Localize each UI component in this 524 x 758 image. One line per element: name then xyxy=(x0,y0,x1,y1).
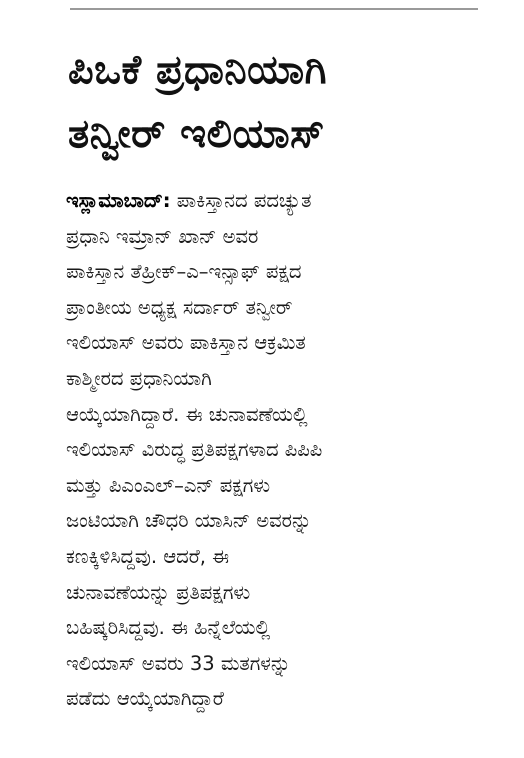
headline-line-1: ಪಿಒಕೆ ಪ್ರಧಾನಿಯಾಗಿ xyxy=(68,47,327,93)
article-body xyxy=(66,183,514,717)
article-line: ಚುನಾವಣೆಯನ್ನು ಪ್ರತಿಪಕ್ಷಗಳು xyxy=(66,580,251,604)
article-line: ಪ್ರಾಂತೀಯ ಅಧ್ಯಕ್ಷ ಸರ್ದಾರ್ ತನ್ವೀರ್ xyxy=(66,295,293,319)
article-line-text: ಪಾಕಿಸ್ತಾನದ ಪದಚ್ಯುತ xyxy=(170,189,312,212)
article-line: ಜಂಟಿಯಾಗಿ ಚೌಧರಿ ಯಾಸಿನ್ ಅವರನ್ನು xyxy=(66,509,312,533)
article-line: ಪ್ರಧಾನಿ ಇಮ್ರಾನ್ ಖಾನ್ ಅವರ xyxy=(66,224,259,248)
article-line xyxy=(66,183,514,219)
article-line: ಪಾಕಿಸ್ತಾನ ತೆಹ್ರೀಕ್–ಎ–ಇನ್ಸಾಫ್ ಪಕ್ಷದ xyxy=(66,260,302,284)
article-line: ಮತ್ತು ಪಿಎಂಎಲ್–ಎನ್ ಪಕ್ಷಗಳು xyxy=(66,473,271,497)
article-line: ಪಡೆದು ಆಯ್ಕೆಯಾಗಿದ್ದಾರೆ xyxy=(66,687,224,711)
article-dateline: ಇಸ್ಲಾಮಾಬಾದ್: xyxy=(66,189,171,212)
article-line: ಕಾಶ್ಮೀರದ ಪ್ರಧಾನಿಯಾಗಿ xyxy=(66,366,212,390)
article-line: ಇಲಿಯಾಸ್ ಅವರು 33 ಮತಗಳನ್ನು xyxy=(66,651,291,675)
article-line: ಕಣಕ್ಕಿಳಿಸಿದ್ದವು. ಆದರೆ, ಈ xyxy=(66,544,230,568)
article-headline xyxy=(68,38,508,166)
article-line: ಇಲಿಯಾಸ್ ಅವರು ಪಾಕಿಸ್ತಾನ ಆಕ್ರಮಿತ xyxy=(66,331,306,355)
top-rule-divider xyxy=(70,0,478,10)
article-line: ಆಯ್ಕೆಯಾಗಿದ್ದಾರೆ. ಈ ಚುನಾವಣೆಯಲ್ಲಿ xyxy=(66,402,308,426)
headline-line-2: ತನ್ವೀರ್ ಇಲಿಯಾಸ್ xyxy=(68,111,325,157)
article-line: ಬಹಿಷ್ಕರಿಸಿದ್ದವು. ಈ ಹಿನ್ನೆಲೆಯಲ್ಲಿ xyxy=(66,616,271,640)
article-line: ಇಲಿಯಾಸ್ ವಿರುದ್ಧ ಪ್ರತಿಪಕ್ಷಗಳಾದ ಪಿಪಿಪಿ xyxy=(66,438,323,462)
